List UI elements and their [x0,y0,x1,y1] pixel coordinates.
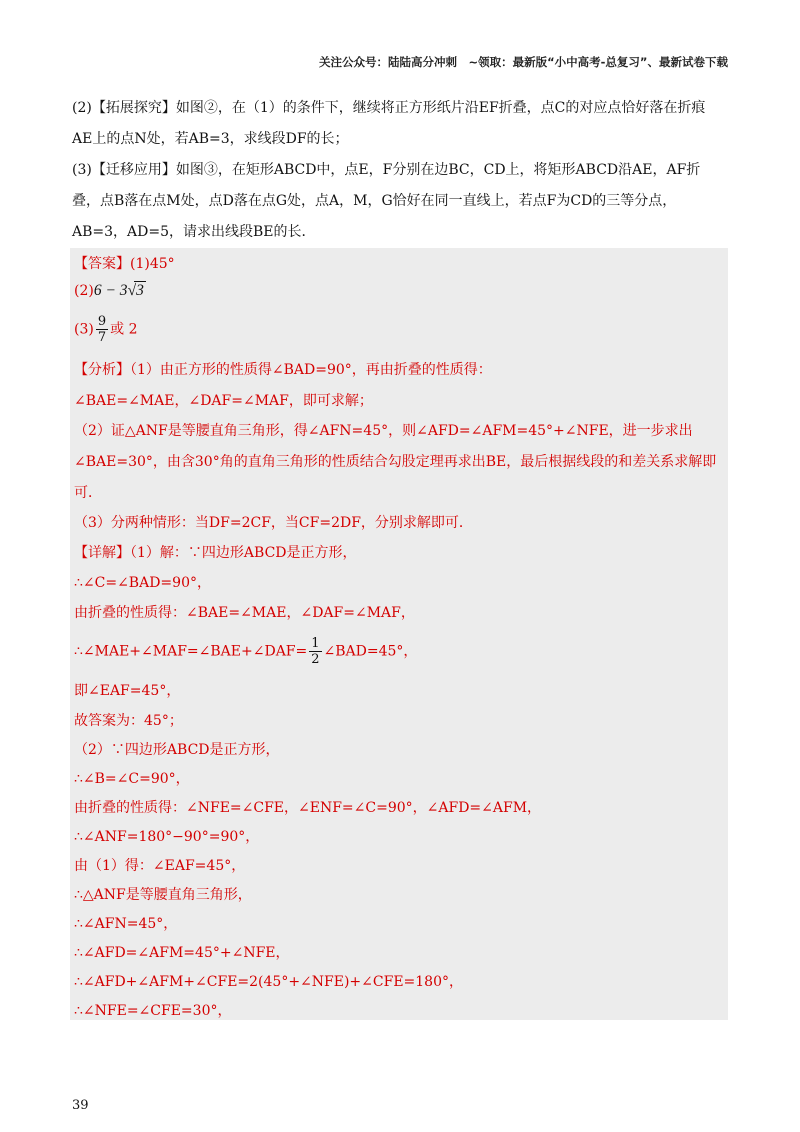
question-3-line-2: 叠，点B落在点M处，点D落在点G处，点A，M，G恰好在同一直线上，若点F为CD的三等分点， [72,193,677,209]
answer-line-3 [74,314,137,345]
answer-2-radicand: 3 [136,282,144,299]
analysis-line-5: 可． [74,485,102,501]
analysis-line-1: 【分析】（1）由正方形的性质得∠BAD=90°，再由折叠的性质得： [74,362,492,378]
detail-line-6: 故答案为：45°； [74,713,183,729]
question-2-line-2: AE上的点N处，若AB=3，求线段DF的长； [72,131,349,147]
detail-line-3: 由折叠的性质得：∠BAE=∠MAE，∠DAF=∠MAF， [74,605,415,621]
answer-line-1: 【答案】(1)45° [74,256,175,272]
answer-2-label: (2) [74,283,94,299]
analysis-line-2: ∠BAE=∠MAE，∠DAF=∠MAF，即可求解； [74,393,373,409]
detail-4-fraction [309,636,321,667]
detail-line-11: 由（1）得：∠EAF=45°， [74,858,246,874]
question-3-line-3: AB=3，AD=5，请求出线段BE的长． [72,224,316,240]
detail-line-5: 即∠EAF=45°， [74,683,181,699]
detail-line-1: 【详解】（1）解：∵四边形ABCD是正方形， [74,545,357,561]
detail-4-right: ∠BAD=45°， [323,643,418,660]
detail-line-16: ∴∠NFE=∠CFE=30°， [74,1003,232,1019]
detail-line-9: 由折叠的性质得：∠NFE=∠CFE，∠ENF=∠C=90°，∠AFD=∠AFM， [74,800,542,816]
question-2-line-1: (2)【拓展探究】如图②，在（1）的条件下，继续将正方形纸片沿EF折叠，点C的对应点恰好落在折痕 [72,100,706,116]
detail-4-left: ∴∠MAE+∠MAF=∠BAE+∠DAF= [74,643,308,660]
answer-line-2 [74,281,146,300]
answer-3-fraction [96,314,108,345]
question-3-line-1: (3)【迁移应用】如图③，在矩形ABCD中，点E，F分别在边BC，CD上，将矩形ABCD沿AE，AF折 [72,162,701,178]
page-number: 39 [72,1098,89,1113]
answer-2-expression: 6 − 3 [93,282,128,299]
analysis-line-6: （3）分两种情形：当DF=2CF，当CF=2DF，分别求解即可． [74,515,473,531]
sqrt-symbol: √ [127,282,137,299]
detail-line-2: ∴∠C=∠BAD=90°， [74,575,211,591]
detail-line-4 [74,636,417,667]
answer-3-suffix: 或 2 [110,321,138,338]
page-header: 关注公众号：陆陆高分冲刺 ~领取：最新版“小中高考-总复习”、最新试卷下载 [318,55,728,69]
detail-line-8: ∴∠B=∠C=90°， [74,771,190,787]
answer-3-numerator: 9 [97,314,107,329]
detail-line-15: ∴∠AFD+∠AFM+∠CFE=2(45°+∠NFE)+∠CFE=180°， [74,974,463,990]
analysis-line-3: （2）证△ANF是等腰直角三角形，得∠AFN=45°，则∠AFD=∠AFM=45°+∠NFE，进一步求出 [74,423,693,439]
answer-3-label: (3) [74,321,94,338]
detail-line-10: ∴∠ANF=180°−90°=90°， [74,829,260,845]
answer-3-denominator: 7 [97,330,107,345]
detail-line-14: ∴∠AFD=∠AFM=45°+∠NFE， [74,945,290,961]
detail-4-numerator: 1 [311,636,320,651]
detail-line-7: （2）∵四边形ABCD是正方形， [74,742,280,758]
analysis-line-4: ∠BAE=30°，由含30°角的直角三角形的性质结合勾股定理再求出BE，最后根据线段的和差关系求解即 [74,454,717,470]
detail-4-denominator: 2 [311,652,320,667]
detail-line-13: ∴∠AFN=45°， [74,916,178,932]
detail-line-12: ∴△ANF是等腰直角三角形， [74,887,252,903]
